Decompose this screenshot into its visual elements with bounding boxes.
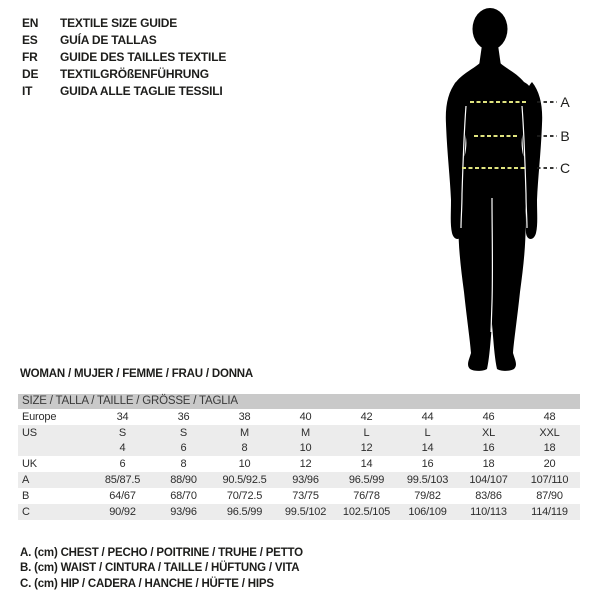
size-cell: 70/72.5: [226, 489, 263, 502]
size-cell: 6: [180, 442, 187, 455]
table-row: [18, 504, 580, 520]
size-cell: 34: [116, 410, 129, 423]
marker-A-label: A: [560, 94, 570, 110]
size-cell: 87/90: [536, 489, 563, 502]
language-row: [22, 66, 226, 83]
language-row: [22, 15, 226, 32]
size-cell: 90.5/92.5: [222, 474, 267, 487]
size-cell: 10: [299, 442, 312, 455]
size-cell: 106/109: [408, 505, 447, 518]
size-cell: 93/96: [292, 474, 319, 487]
size-cell: 44: [421, 410, 434, 423]
size-cell: 10: [238, 458, 251, 471]
size-cell: 114/119: [531, 505, 568, 518]
language-label: GUIDA ALLE TAGLIE TESSILI: [60, 84, 223, 98]
size-cell: L: [424, 426, 431, 439]
row-label: C: [22, 505, 30, 518]
size-cell: 38: [238, 410, 251, 423]
size-cell: 16: [421, 458, 434, 471]
size-cell: 102.5/105: [342, 505, 391, 518]
language-row: [22, 32, 226, 49]
size-cell: XL: [481, 426, 496, 439]
language-code: ES: [22, 33, 38, 47]
size-cell: 14: [360, 458, 373, 471]
measurement-legend: [20, 546, 303, 592]
size-cell: 14: [421, 442, 434, 455]
row-label: A: [22, 474, 30, 487]
language-label: TEXTILE SIZE GUIDE: [60, 16, 178, 30]
size-cell: 85/87.5: [104, 474, 141, 487]
size-cell: S: [118, 426, 127, 439]
woman-silhouette: [446, 8, 542, 371]
size-cell: 20: [543, 458, 556, 471]
size-cell: 8: [180, 458, 187, 471]
size-cell: 79/82: [414, 489, 441, 502]
language-code: DE: [22, 67, 39, 81]
size-cell: 46: [482, 410, 495, 423]
size-cell: 99.5/102: [284, 505, 327, 518]
language-label: TEXTILGRÖßENFÜHRUNG: [60, 67, 209, 81]
table-group-title: WOMAN / MUJER / FEMME / FRAU / DONNA: [20, 368, 254, 380]
language-code: EN: [22, 16, 39, 30]
marker-B-label: B: [560, 128, 570, 144]
row-label: UK: [22, 458, 37, 471]
language-code: FR: [22, 50, 38, 64]
table-row: [18, 456, 580, 472]
table-row: [18, 425, 580, 441]
size-cell: 8: [241, 442, 248, 455]
language-list: [22, 15, 226, 100]
row-label: Europe: [22, 410, 57, 423]
size-cell: 6: [119, 458, 126, 471]
legend-item: B. (cm) WAIST / CINTURA / TAILLE / HÜFTUNG / VITA: [20, 562, 300, 575]
language-code: IT: [22, 84, 33, 98]
size-cell: M: [301, 426, 310, 439]
size-cell: 73/75: [292, 489, 319, 502]
size-cell: 64/67: [109, 489, 136, 502]
body-figure: [428, 2, 600, 382]
table-row: [18, 409, 580, 425]
size-cell: 93/96: [170, 505, 197, 518]
size-cell: 88/90: [170, 474, 197, 487]
woman-silhouette-graphic: [428, 2, 600, 382]
size-cell: 16: [482, 442, 495, 455]
size-cell: 18: [482, 458, 495, 471]
row-label: US: [22, 426, 37, 439]
size-cell: 110/113: [470, 505, 507, 518]
size-cell: L: [363, 426, 370, 439]
size-table-body: [18, 409, 580, 520]
legend-item: C. (cm) HIP / CADERA / HANCHE / HÜFTE / HIPS: [20, 577, 274, 590]
language-label: GUIDE DES TAILLES TEXTILE: [60, 50, 227, 64]
row-label: B: [22, 489, 30, 502]
size-cell: 107/110: [530, 474, 569, 487]
size-cell: 40: [299, 410, 312, 423]
marker-C-label: C: [560, 160, 570, 176]
table-row: [18, 488, 580, 504]
size-cell: 76/78: [353, 489, 380, 502]
size-cell: 36: [177, 410, 190, 423]
size-cell: 48: [543, 410, 556, 423]
table-row: [18, 472, 580, 488]
size-cell: 42: [360, 410, 373, 423]
size-cell: XXL: [539, 426, 560, 439]
size-cell: 96.5/99: [226, 505, 263, 518]
size-cell: 4: [119, 442, 126, 455]
size-cell: 90/92: [109, 505, 136, 518]
language-label: GUÍA DE TALLAS: [60, 33, 157, 47]
size-cell: 96.5/99: [348, 474, 385, 487]
language-row: [22, 49, 226, 66]
row-label: [18, 441, 92, 457]
size-table: [18, 409, 580, 520]
language-row: [22, 83, 226, 100]
legend-item: A. (cm) CHEST / PECHO / POITRINE / TRUHE / PETTO: [20, 547, 303, 559]
size-cell: 99.5/103: [406, 474, 449, 487]
size-cell: 83/86: [475, 489, 502, 502]
size-cell: 18: [543, 442, 556, 455]
size-cell: 12: [299, 458, 312, 471]
table-row: [18, 441, 580, 457]
size-cell: S: [179, 426, 188, 439]
size-table-header: SIZE / TALLA / TAILLE / GRÖSSE / TAGLIA: [18, 394, 580, 409]
size-cell: 68/70: [170, 489, 197, 502]
size-cell: 12: [360, 442, 373, 455]
size-cell: M: [240, 426, 249, 439]
size-cell: 104/107: [469, 474, 508, 487]
